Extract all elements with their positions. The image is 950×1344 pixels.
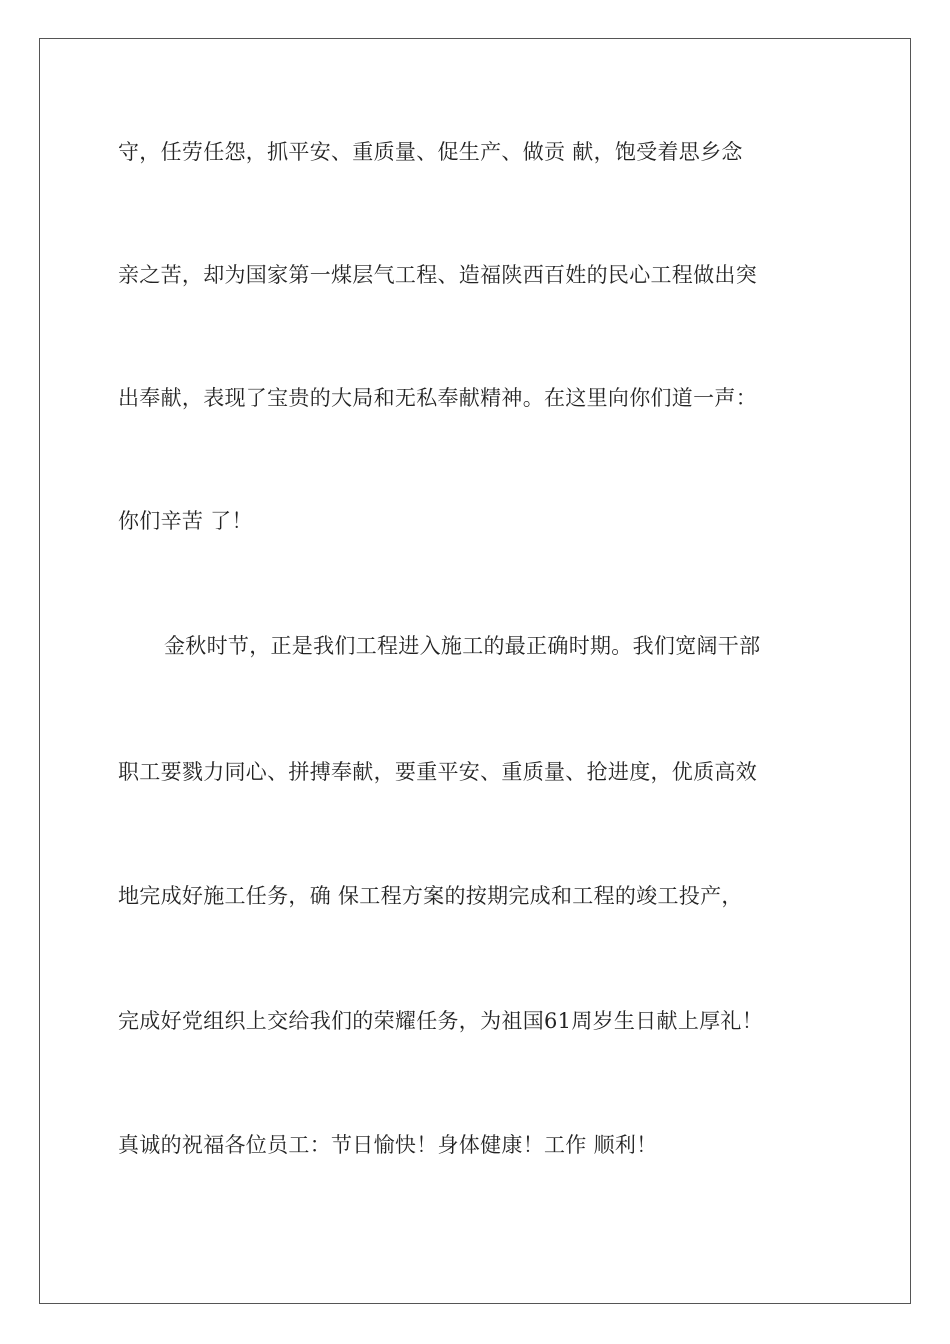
text-line: 出奉献，表现了宝贵的大局和无私奉献精神。在这里向你们道一声：: [118, 386, 757, 410]
text-line: 守，任劳任怨，抓平安、重质量、促生产、做贡 献，饱受着思乡念: [118, 140, 743, 164]
text-line: 地完成好施工任务，确 保工程方案的按期完成和工程的竣工投产，: [118, 884, 743, 908]
page-border: [39, 38, 911, 1304]
text-line: 完成好党组织上交给我们的荣耀任务，为祖国61周岁生日献上厚礼！: [118, 1009, 764, 1033]
text-line: 职工要戮力同心、拼搏奉献，要重平安、重质量、抢进度，优质高效: [118, 760, 757, 784]
text-line: 亲之苦，却为国家第一煤层气工程、造福陕西百姓的民心工程做出突: [118, 263, 757, 287]
paragraph-start-line: 金秋时节，正是我们工程进入施工的最正确时期。我们宽阔干部: [164, 634, 761, 658]
text-line: 你们辛苦 了！: [118, 509, 253, 533]
closing-line: 真诚的祝福各位员工：节日愉快！身体健康！工作 顺利！: [118, 1133, 658, 1157]
